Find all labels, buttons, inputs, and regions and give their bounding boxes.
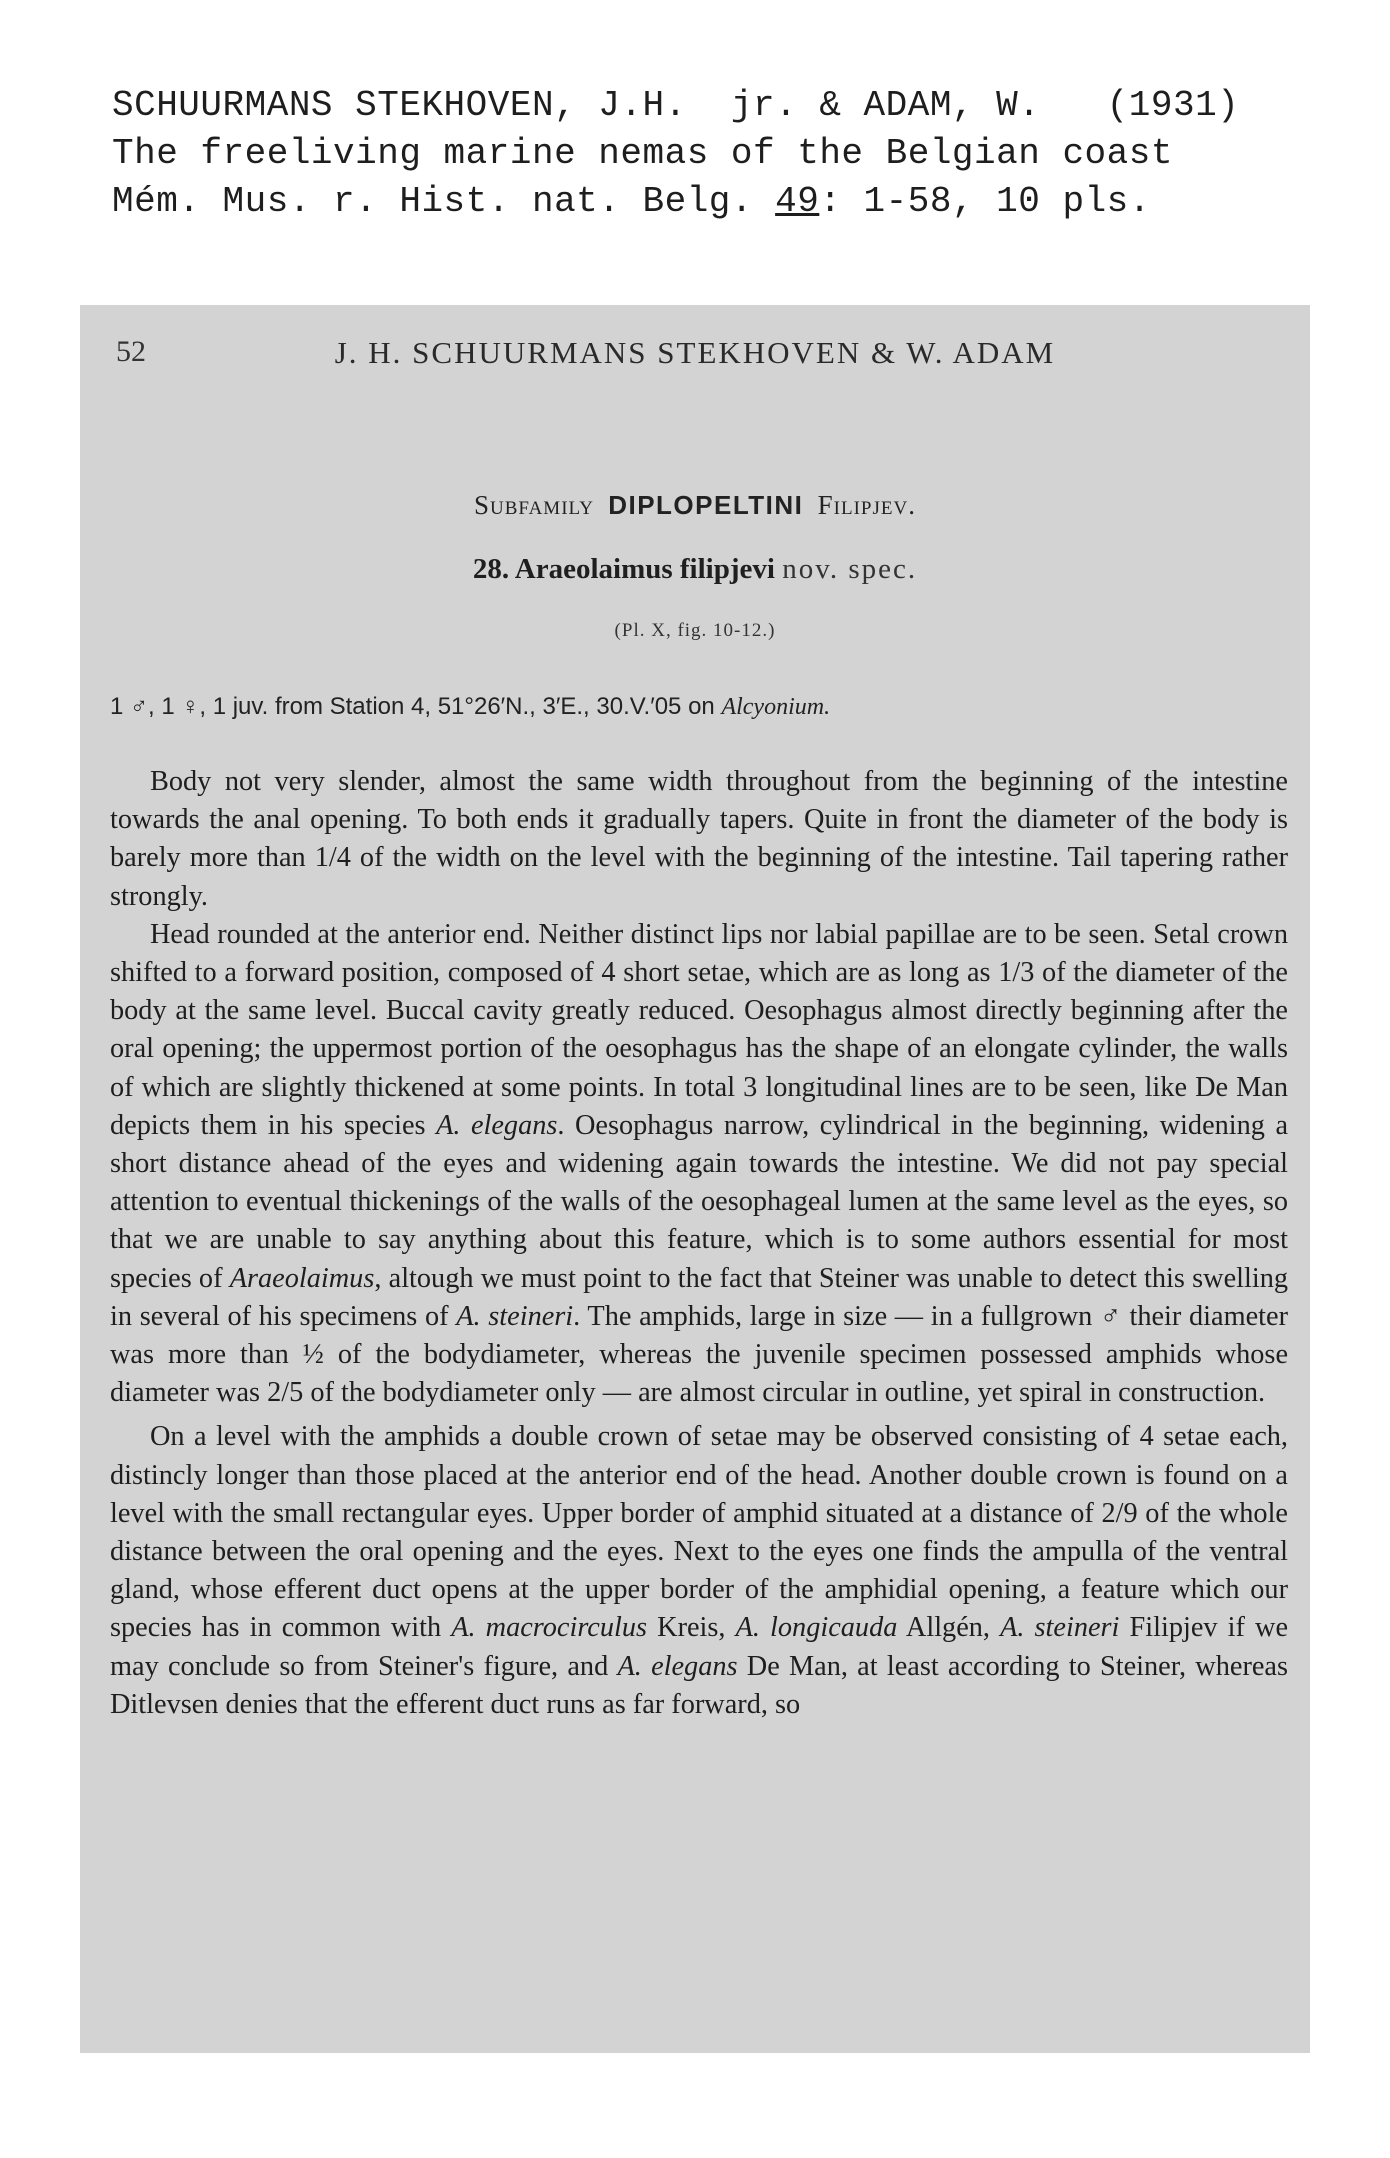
citation-header [112,82,1239,226]
citation-pages: : 1-58, 10 pls. [819,181,1151,222]
citation-journal: Mém. Mus. r. Hist. nat. Belg. [112,181,776,222]
text-run: Kreis, [647,1612,736,1644]
paragraph-setae [110,1418,1288,1724]
text-run: Allgén, [897,1612,1001,1644]
material-text: 1 ♂, 1 ♀, 1 juv. from Station 4, 51°26′N., 3′E., 30.V.′05 on [110,693,722,720]
species-italic: A. longicauda [735,1612,898,1644]
page-number: 52 [116,335,146,368]
text-run: . The amphids, large in size — in a fullgrown ♂ their diameter was more than ½ of the bodydiameter, whereas the juvenile specimen possessed amphids whose diameter was 2/5 of the bodydiameter only — are almost circular in outline, yet spiral in construction. [110,1300,1289,1409]
species-status: nov. spec. [782,553,918,585]
description-text [110,763,1288,1724]
species-italic: A. steineri [1000,1612,1120,1644]
tribe-name: DIPLOPELTINI [608,490,804,520]
tribe-author: Filipjev. [817,490,916,520]
citation-volume: 49 [775,181,820,222]
species-heading [80,553,1310,586]
plate-reference: (Pl. X, fig. 10-12.) [614,620,776,641]
species-italic: A. elegans [436,1109,558,1141]
citation-source [112,178,1239,226]
subfamily-heading [80,490,1310,521]
species-italic: A. elegans [617,1650,738,1682]
paragraph-head-structure [110,916,1288,1413]
species-italic: A. macrocirculus [451,1612,648,1644]
subfamily-label: Subfamily [474,490,594,520]
text-run: Head rounded at the anterior end. Neither distinct lips nor labial papillae are to be seen. Setal crown shifted to a forward position, composed of 4 short setae, which are as long as 1/3 of the diameter of the body at the same level. Buccal cavity greatly reduced. Oesophagus almost directly beginning after the oral opening; the uppermost portion of the oesophagus has the shape of an elongate cylinder, the walls of which are slightly thickened at some points. In total 3 longitudinal lines are to be seen, like De Man depicts them in his species [110,918,1288,1141]
text-run: De Man, at least according to Steiner, whereas Ditlevsen denies that the efferent duct runs as far forward, so [110,1650,1289,1720]
scanned-page [80,305,1310,2053]
material-host: Alcyonium. [721,694,831,720]
running-head: J. H. SCHUURMANS STEKHOVEN & W. ADAM [334,335,1056,370]
text-run: . Oesophagus narrow, cylindrical in the beginning, widening a short distance ahead of the eyes and widening again towards the intestine. We did not pay special attention to eventual thickenings of the walls of the oesophageal lumen at the same level as the eyes, so that we are unable to say anything about this feature, which is to some authors essential for most species of [110,1109,1289,1294]
paragraph-body-shape: Body not very slender, almost the same width throughout from the beginning of the intestine towards the anal opening. To both ends it gradually tapers. Quite in front the diameter of the body is barely more than 1/4 of the width on the level with the beginning of the intestine. Tail tapering rather strongly. [110,766,1288,912]
citation-title: The freeliving marine nemas of the Belgian coast [112,133,1173,174]
text-run: On a level with the amphids a double crown of setae may be observed consisting of 4 setae each, distincly longer than those placed at the anterior end of the head. Another double crown is found on a level with the small rectangular eyes. Upper border of amphid situated at a distance of 2/9 of the whole distance between the oral opening and the eyes. Next to the eyes one finds the ampulla of the ventral gland, whose efferent duct opens at the upper border of the amphidial opening, a feature which our species has in common with [110,1421,1288,1644]
citation-authors: SCHUURMANS STEKHOVEN, J.H. jr. & ADAM, W. (1931) [112,85,1240,126]
genus-italic: Araeolaimus [229,1262,375,1294]
material-examined [110,693,830,721]
species-name: 28. Araeolaimus filipjevi [472,553,775,585]
text-run: , altough we must point to the fact that Steiner was unable to detect this swelling in several of his specimens of [110,1262,1289,1332]
text-run: Filipjev if we may conclude so from Steiner's figure, and [110,1612,1289,1682]
species-italic: A. steineri [456,1300,574,1332]
